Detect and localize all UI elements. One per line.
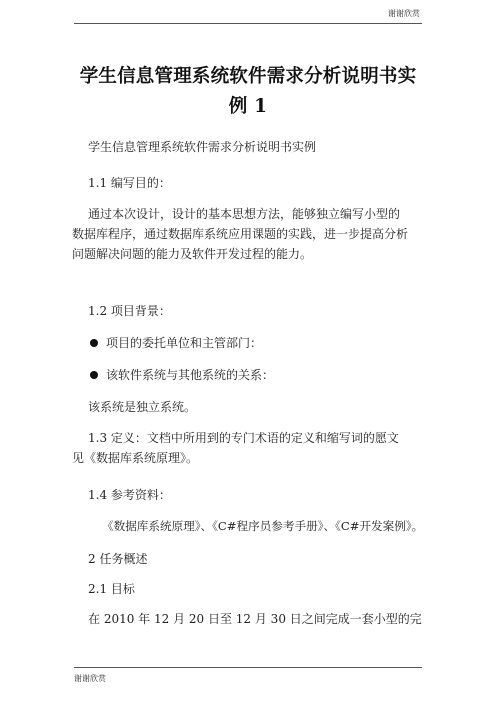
bullet-dot-icon	[90, 371, 98, 379]
section-1-3-line-2: 见《数据库系统原理》。	[72, 451, 199, 465]
bullet-item-text: 项目的委托单位和主管部门：	[106, 336, 263, 350]
body-subtitle: 学生信息管理系统软件需求分析说明书实例	[88, 140, 317, 154]
paragraph-purpose-line-3: 问题解决问题的能力及软件开发过程的能力。	[72, 247, 313, 261]
title-line-2: 例 1	[228, 96, 268, 117]
section-1-1-heading: 1.1 编写目的：	[88, 176, 171, 190]
paragraph-purpose	[72, 204, 432, 264]
section-1-4-heading: 1.4 参考资料：	[88, 488, 171, 502]
section-1-2-heading: 1.2 项目背景：	[88, 304, 171, 318]
page-header: 谢谢欣赏	[388, 9, 420, 18]
header-divider	[74, 23, 422, 24]
paragraph-purpose-line-2: 数据库程序，通过数据库系统应用课题的实践，进一步提高分析	[72, 227, 409, 241]
section-2-1-heading: 2.1 目标	[88, 582, 135, 596]
footer-divider	[74, 667, 422, 668]
references-list: 《数据库系统原理》、《C#程序员参考手册》、《C#开发案例》。	[102, 519, 424, 533]
bullet-dot-icon	[90, 339, 98, 347]
title-line-1: 学生信息管理系统软件需求分析说明书实	[79, 66, 417, 87]
paragraph-independent-system: 该系统是独立系统。	[88, 400, 197, 414]
section-2-heading: 2 任务概述	[88, 552, 148, 566]
bullet-item-commissioning-unit	[88, 334, 262, 351]
bullet-item-text: 该软件系统与其他系统的关系：	[106, 368, 275, 382]
paragraph-goal: 在 2010 年 12 月 20 日至 12 月 30 日之间完成一套小型的完	[88, 612, 422, 626]
section-1-3-definitions	[72, 428, 432, 468]
document-title	[74, 62, 422, 122]
section-1-3-line-1: 1.3 定义：文档中所用到的专门术语的定义和缩写词的愿文	[88, 431, 399, 445]
bullet-item-system-relation	[88, 366, 274, 383]
paragraph-purpose-line-1: 通过本次设计，设计的基本思想方法，能够独立编写小型的	[88, 207, 401, 221]
page-footer: 谢谢欣赏	[74, 674, 106, 683]
